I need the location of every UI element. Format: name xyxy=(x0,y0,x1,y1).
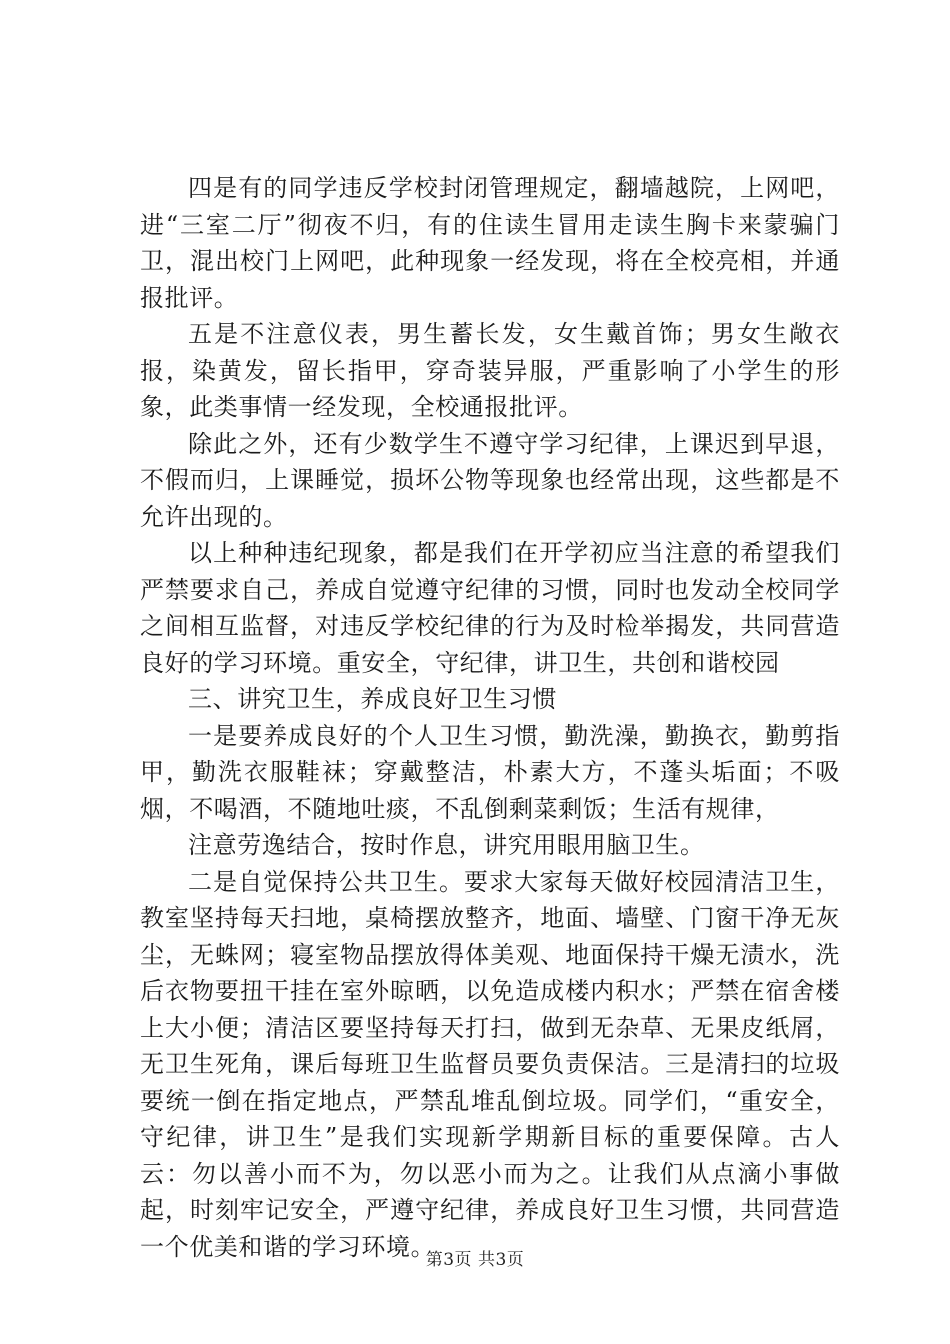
paragraph-summary: 以上种种违纪现象，都是我们在开学初应当注意的希望我们严禁要求自己，养成自觉遵守纪律的习惯，同时也发动全校同学之间相互监督，对违反学校纪律的行为及时检举揭发，共同营造良好的学习环境。重安全，守纪律，讲卫生，共创和谐校园 xyxy=(140,539,840,677)
paragraph-other-violations: 除此之外，还有少数学生不遵守学习纪律，上课迟到早退，不假而归，上课睡觉，损坏公物等现象也经常出现，这些都是不允许出现的。 xyxy=(140,429,840,531)
paragraph-personal-hygiene: 一是要养成良好的个人卫生习惯，勤洗澡，勤换衣，勤剪指甲，勤洗衣服鞋袜；穿戴整洁，朴素大方，不蓬头垢面；不吸烟，不喝酒，不随地吐痰，不乱倒剩菜剩饭；生活有规律， xyxy=(140,721,840,823)
paragraph-public-hygiene: 二是自觉保持公共卫生。要求大家每天做好校园清洁卫生，教室坚持每天扫地，桌椅摆放整齐，地面、墙壁、门窗干净无灰尘，无蛛网；寝室物品摆放得体美观、地面保持干燥无渍水，洗后衣物要扭干挂在室外晾晒，以免造成楼内积水；严禁在宿舍楼上大小便；清洁区要坚持每天打扫，做到无杂草、无果皮纸屑，无卫生死角，课后每班卫生监督员要负责保洁。三是清扫的垃圾要统一倒在指定地点，严禁乱堆乱倒垃圾。同学们，“重安全，守纪律，讲卫生”是我们实现新学期新目标的重要保障。古人云：勿以善小而不为，勿以恶小而为之。让我们从点滴小事做起，时刻牢记安全，严遵守纪律，养成良好卫生习惯，共同营造一个优美和谐的学习环境。 xyxy=(140,867,840,1261)
paragraph-rule-five: 五是不注意仪表，男生蓄长发，女生戴首饰；男女生敞衣报，染黄发，留长指甲，穿奇装异服，严重影响了小学生的形象，此类事情一经发现，全校通报批评。 xyxy=(140,320,840,421)
document-body xyxy=(140,170,840,1265)
page-number-footer: 第3页 共3页 xyxy=(425,1250,525,1270)
paragraph-rule-four: 四是有的同学违反学校封闭管理规定，翻墙越院，上网吧，进“三室二厅”彻夜不归，有的住读生冒用走读生胸卡来蒙骗门卫，混出校门上网吧，此种现象一经发现，将在全校亮相，并通报批评。 xyxy=(140,174,840,312)
section-heading-hygiene: 三、讲究卫生，养成良好卫生习惯 xyxy=(188,685,557,713)
paragraph-personal-hygiene-cont: 注意劳逸结合，按时作息，讲究用眼用脑卫生。 xyxy=(188,831,705,859)
